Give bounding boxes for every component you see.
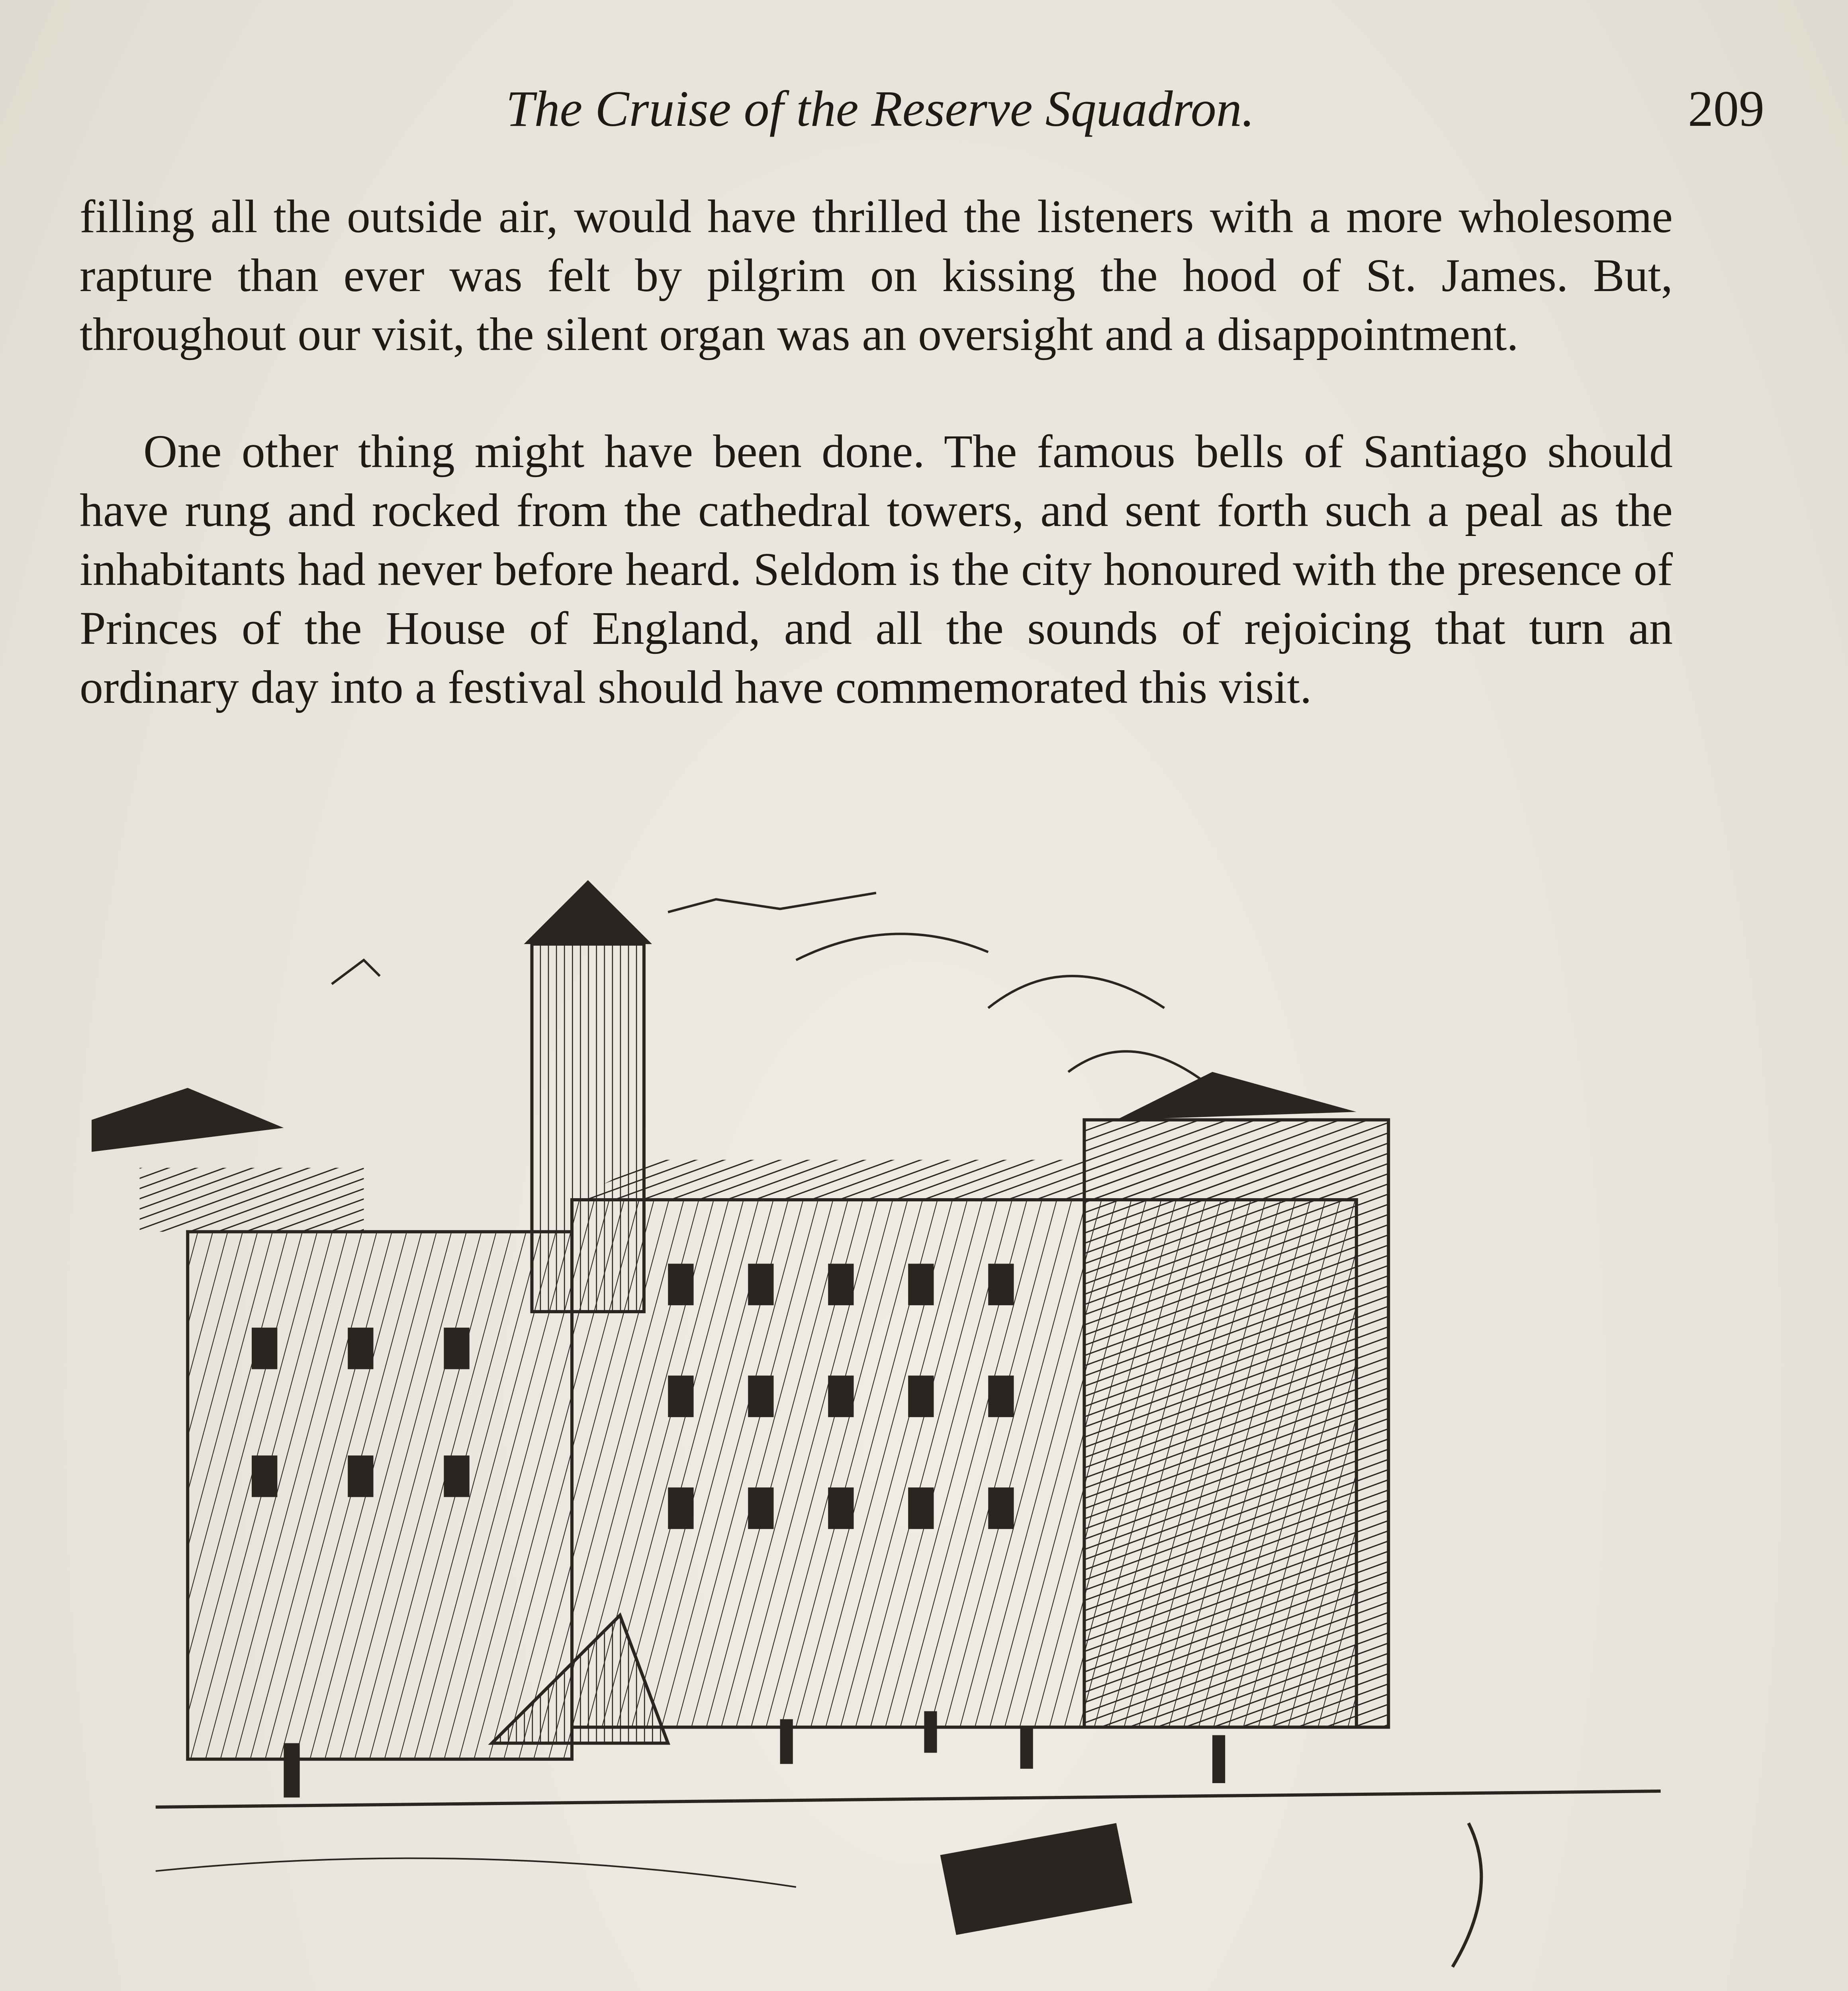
paragraph-1: filling all the outside air, would have thrilled the listeners with a more wholesome rapture than ever was felt by pilgrim on kissing the hood of St. James. But, throughout our visit, the silent organ was an oversight and a disappointment. xyxy=(80,190,1673,360)
roof-corner xyxy=(92,1088,284,1152)
right-building xyxy=(1084,1120,1388,1727)
running-title: The Cruise of the Reserve Squadron. xyxy=(506,80,1255,137)
cart xyxy=(940,1823,1132,1935)
left-building xyxy=(188,1232,572,1759)
college-engraving xyxy=(92,848,1693,1991)
page-number: 209 xyxy=(1688,80,1764,137)
roof-left xyxy=(140,1168,364,1232)
page-header xyxy=(80,72,1764,151)
paragraph-2: One other thing might have been done. The famous bells of Santiago should have rung and rocked from the cathedral towers, and sent forth such a peal as the inhabitants had never before heard. Seldom is the city honoured with the presence of Princes of the House of England, and all the sounds of rejoicing that turn an ordinary day into a festival should have commemorated this visit. xyxy=(80,425,1673,713)
college-illustration xyxy=(92,848,1693,1991)
